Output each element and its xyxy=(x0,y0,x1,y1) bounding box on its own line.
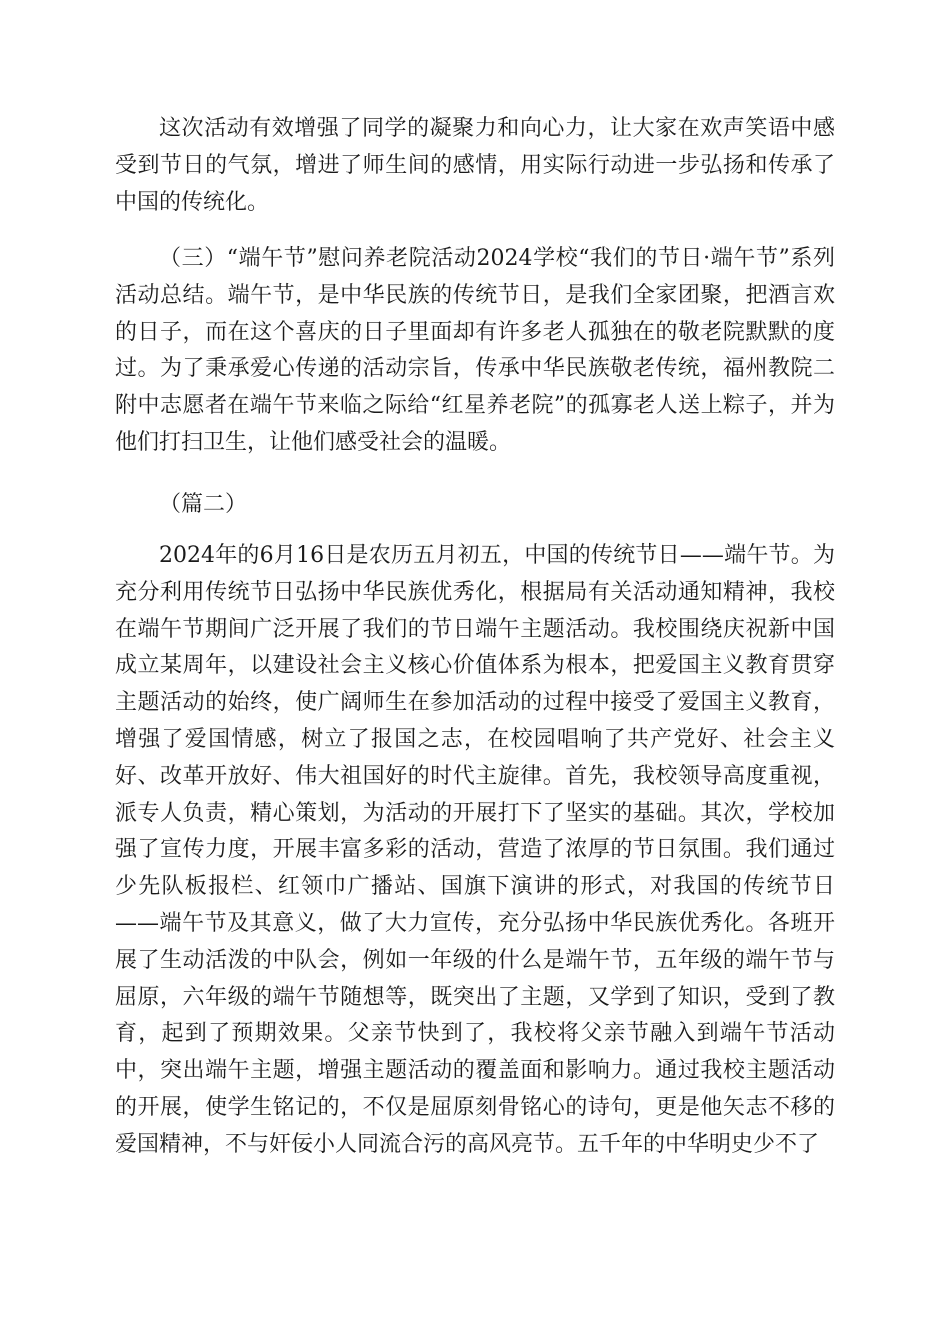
paragraph-dragon-boat-festival: 2024年的6月16日是农历五月初五，中国的传统节日——端午节。为充分利用传统节日弘扬中华民族优秀化，根据局有关活动通知精神，我校在端午节期间广泛开展了我们的节日端午主题活动。我校围绕庆祝新中国成立某周年，以建设社会主义核心价值体系为根本，把爱国主义教育贯穿主题活动的始终，使广阔师生在参加活动的过程中接受了爱国主义教育，增强了爱国情感，树立了报国之志，在校园唱响了共产党好、社会主义好、改革开放好、伟大祖国好的时代主旋律。首先，我校领导高度重视，派专人负责，精心策划，为活动的开展打下了坚实的基础。其次，学校加强了宣传力度，开展丰富多彩的活动，营造了浓厚的节日氛围。我们通过少先队板报栏、红领巾广播站、国旗下演讲的形式，对我国的传统节日——端午节及其意义，做了大力宣传，充分弘扬中华民族优秀化。各班开展了生动活泼的中队会，例如一年级的什么是端午节，五年级的端午节与屈原，六年级的端午节随想等，既突出了主题，又学到了知识，受到了教育，起到了预期效果。父亲节快到了，我校将父亲节融入到端午节活动中，突出端午主题，增强主题活动的覆盖面和影响力。通过我校主题活动的开展，使学生铭记的，不仅是屈原刻骨铭心的诗句，更是他矢志不移的爱国精神，不与奸佞小人同流合污的高风亮节。五千年的中华明史少不了 xyxy=(115,543,835,1157)
paragraph-nursing-home-visit: （三）“端午节”慰问养老院活动2024学校“我们的节日·端午节”系列活动总结。端午节，是中华民族的传统节日，是我们全家团聚，把酒言欢的日子，而在这个喜庆的日子里面却有许多老人孤独在的敬老院默默的度过。为了秉承爱心传递的活动宗旨，传承中华民族敬老传统，福州教院二附中志愿者在端午节来临之际给“红星养老院”的孤寡老人送上粽子，并为他们打扫卫生，让他们感受社会的温暖。 xyxy=(115,246,835,455)
section-heading-part-two: （篇二） xyxy=(159,492,248,517)
paragraph-activity-summary: 这次活动有效增强了同学的凝聚力和向心力，让大家在欢声笑语中感受到节日的气氛，增进了师生间的感情，用实际行动进一步弘扬和传承了中国的传统化。 xyxy=(115,116,835,215)
